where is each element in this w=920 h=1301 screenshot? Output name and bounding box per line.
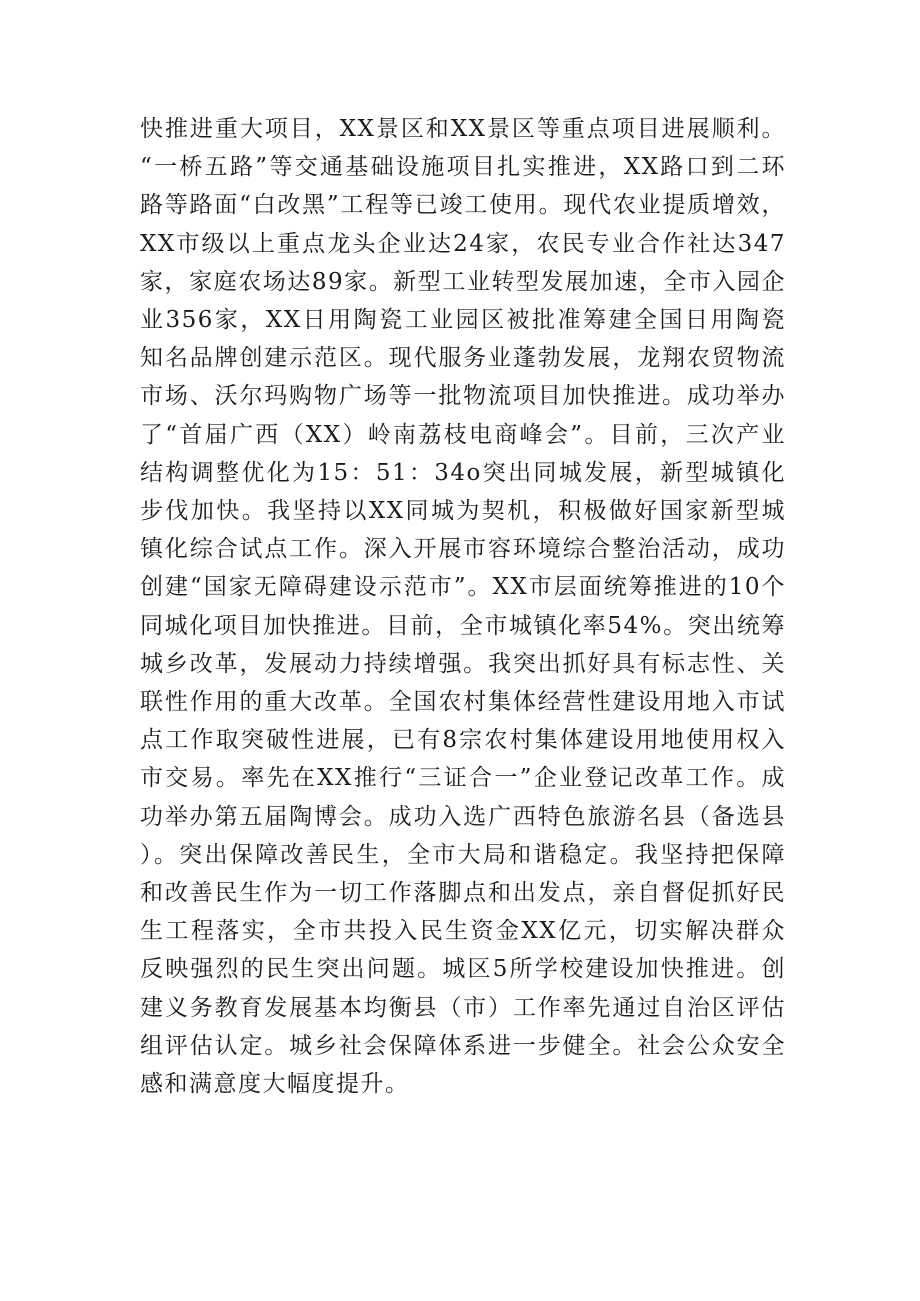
body-paragraph: 快推进重大项目，XX景区和XX景区等重点项目进展顺利。“一桥五路”等交通基础设施项目扎实推进，XX路口到二环路等路面“白改黑”工程等已竣工使用。现代农业提质增效，XX市级以上重点龙头企业达24家，农民专业合作社达347家，家庭农场达89家。新型工业转型发展加速，全市入园企业356家，XX日用陶瓷工业园区被批准筹建全国日用陶瓷知名品牌创建示范区。现代服务业蓬勃发展，龙翔农贸物流市场、沃尔玛购物广场等一批物流项目加快推进。成功举办了“首届广西（XX）岭南荔枝电商峰会”。目前，三次产业结构调整优化为15：51：34o突出同城发展，新型城镇化步伐加快。我坚持以XX同城为契机，积极做好国家新型城镇化综合试点工作。深入开展市容环境综合整治活动，成功创建“国家无障碍建设示范市”。XX市层面统筹推进的10个同城化项目加快推进。目前，全市城镇化率54%。突出统筹城乡改革，发展动力持续增强。我突出抓好具有标志性、关联性作用的重大改革。全国农村集体经营性建设用地入市试点工作取突破性进展，已有8宗农村集体建设用地使用权入市交易。率先在XX推行“三证合一”企业登记改革工作。成功举办第五届陶博会。成功入选广西特色旅游名县（备选县）。突出保障改善民生，全市大局和谐稳定。我坚持把保障和改善民生作为一切工作落脚点和出发点，亲自督促抓好民生工程落实，全市共投入民生资金XX亿元，切实解决群众反映强烈的民生突出问题。城区5所学校建设加快推进。创建义务教育发展基本均衡县（市）工作率先通过自治区评估组评估认定。城乡社会保障体系进一步健全。社会公众安全感和满意度大幅度提升。 bbox=[140, 116, 786, 1098]
